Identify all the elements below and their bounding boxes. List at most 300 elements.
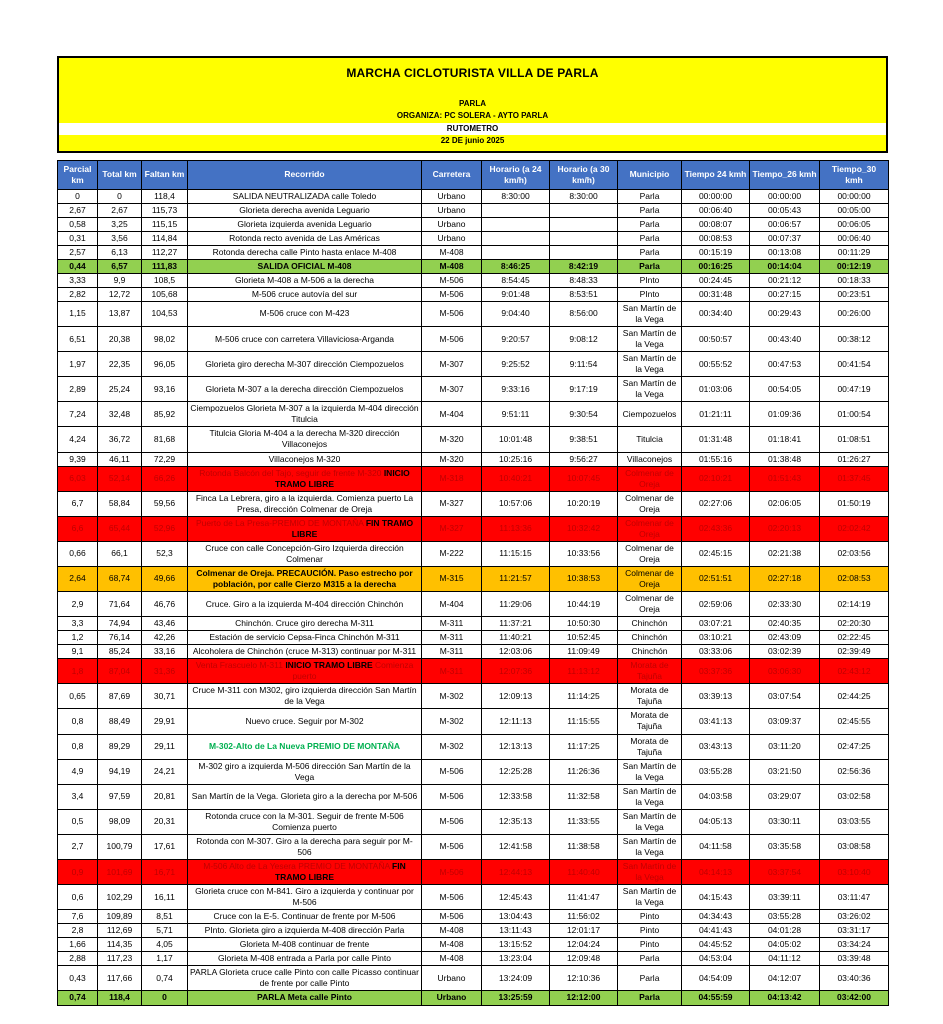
cell-tiempo_26: 00:21:12 [750,273,820,287]
cell-carretera: M-311 [422,645,482,659]
table-row [58,566,889,591]
cell-tiempo_26: 00:00:00 [750,189,820,203]
cell-carretera: M-302 [422,709,482,734]
cell-horario_24: 12:41:58 [482,834,550,859]
cell-tiempo_26: 02:43:09 [750,631,820,645]
cell-horario_30: 11:33:55 [550,809,618,834]
cell-tiempo_26: 03:06:30 [750,659,820,684]
cell-parcial_km: 2,82 [58,287,98,301]
cell-tiempo_26: 02:06:05 [750,491,820,516]
cell-recorrido: Rotonda cruce con la M-301. Seguir de frente M-506 Comienza puerto [188,809,422,834]
cell-recorrido: Chinchón. Cruce giro derecha M-311 [188,617,422,631]
cell-total_km: 97,59 [98,784,142,809]
cell-tiempo_30: 00:23:51 [820,287,889,301]
cell-faltan_km: 0,74 [142,966,188,991]
cell-horario_24: 13:15:52 [482,938,550,952]
cell-tiempo_26: 03:29:07 [750,784,820,809]
cell-carretera: M-408 [422,259,482,273]
table-row [58,352,889,377]
table-row [58,327,889,352]
table-row [58,991,889,1005]
cell-recorrido: SALIDA NEUTRALIZADA calle Toledo [188,189,422,203]
cell-carretera: M-506 [422,784,482,809]
cell-parcial_km: 9,1 [58,645,98,659]
cell-tiempo_26: 00:27:15 [750,287,820,301]
cell-tiempo_24: 04:53:04 [682,952,750,966]
cell-horario_30: 8:30:00 [550,189,618,203]
cell-horario_30: 12:10:36 [550,966,618,991]
cell-horario_24: 11:13:36 [482,516,550,541]
cell-faltan_km: 104,53 [142,301,188,326]
table-header-row [58,160,889,189]
cell-tiempo_24: 02:43:36 [682,516,750,541]
cell-carretera: M-506 [422,885,482,910]
table-row [58,592,889,617]
cell-carretera: M-307 [422,352,482,377]
cell-faltan_km: 8,51 [142,910,188,924]
cell-faltan_km: 118,4 [142,189,188,203]
cell-carretera: M-506 [422,327,482,352]
cell-municipio: Colmenar de Oreja [618,516,682,541]
cell-carretera: M-506 [422,809,482,834]
cell-horario_30: 9:11:54 [550,352,618,377]
cell-municipio: Villaconejos [618,452,682,466]
cell-municipio: Pinto [618,910,682,924]
cell-recorrido: Nuevo cruce. Seguir por M-302 [188,709,422,734]
cell-recorrido: Rotonda con M-307. Giro a la derecha para seguir por M-506 [188,834,422,859]
cell-recorrido [188,659,422,684]
table-row [58,924,889,938]
cell-tiempo_24: 00:08:07 [682,217,750,231]
cell-carretera: M-302 [422,734,482,759]
cell-total_km: 74,94 [98,617,142,631]
cell-municipio: San Martín de la Vega [618,860,682,885]
cell-municipio: San Martín de la Vega [618,885,682,910]
cell-tiempo_26: 02:27:18 [750,566,820,591]
cell-horario_24: 12:44:13 [482,860,550,885]
cell-faltan_km: 85,92 [142,402,188,427]
cell-tiempo_30: 03:40:36 [820,966,889,991]
recorrido-segment: M-302-Alto de La Nueva PREMIO DE MONTAÑA [208,741,401,752]
cell-horario_30: 11:40:40 [550,860,618,885]
event-title: MARCHA CICLOTURISTA VILLA DE PARLA [346,66,599,80]
cell-carretera: Urbano [422,189,482,203]
cell-tiempo_30: 00:47:19 [820,377,889,402]
cell-recorrido: Glorieta izquierda avenida Leguario [188,217,422,231]
cell-total_km: 85,24 [98,645,142,659]
cell-parcial_km: 0,66 [58,541,98,566]
cell-carretera: Urbano [422,966,482,991]
cell-municipio: Parla [618,966,682,991]
table-row [58,834,889,859]
cell-parcial_km: 0,43 [58,966,98,991]
event-location: PARLA [459,99,486,108]
cell-total_km: 46,11 [98,452,142,466]
cell-faltan_km: 112,27 [142,245,188,259]
cell-carretera: M-327 [422,516,482,541]
cell-tiempo_30: 00:38:12 [820,327,889,352]
recorrido-segment: INICIO TRAMO LIBRE [285,660,373,671]
cell-tiempo_24: 04:15:43 [682,885,750,910]
table-row [58,885,889,910]
cell-municipio: San Martín de la Vega [618,809,682,834]
cell-parcial_km: 0,6 [58,885,98,910]
cell-parcial_km: 0 [58,189,98,203]
cell-tiempo_26: 03:35:58 [750,834,820,859]
cell-tiempo_24: 04:11:58 [682,834,750,859]
cell-tiempo_24: 01:03:06 [682,377,750,402]
cell-horario_24: 9:01:48 [482,287,550,301]
cell-total_km: 101,69 [98,860,142,885]
cell-carretera: M-318 [422,466,482,491]
cell-faltan_km: 59,56 [142,491,188,516]
cell-recorrido: Glorieta M-408 entrada a Parla por calle Pinto [188,952,422,966]
cell-parcial_km: 1,2 [58,631,98,645]
cell-recorrido [188,466,422,491]
cell-tiempo_26: 00:05:43 [750,203,820,217]
cell-horario_30: 9:38:51 [550,427,618,452]
cell-total_km: 109,89 [98,910,142,924]
cell-municipio: San Martín de la Vega [618,784,682,809]
cell-recorrido: Cruce M-311 con M302, giro izquierda dirección San Martín de la Vega [188,684,422,709]
cell-tiempo_26: 01:09:36 [750,402,820,427]
cell-total_km: 52,14 [98,466,142,491]
cell-faltan_km: 42,26 [142,631,188,645]
cell-recorrido: M-506 cruce con carretera Villaviciosa-Arganda [188,327,422,352]
cell-parcial_km: 0,8 [58,709,98,734]
cell-municipio: PInto [618,273,682,287]
cell-total_km: 89,29 [98,734,142,759]
cell-horario_24 [482,245,550,259]
cell-recorrido: Estación de servicio Cepsa-Finca Chinchón M-311 [188,631,422,645]
table-row [58,217,889,231]
cell-parcial_km: 2,8 [58,924,98,938]
cell-total_km: 102,29 [98,885,142,910]
cell-faltan_km: 20,31 [142,809,188,834]
table-row [58,734,889,759]
col-header-recorrido: Recorrido [188,160,422,189]
table-body [58,189,889,1005]
cell-carretera: M-506 [422,301,482,326]
cell-horario_30 [550,203,618,217]
cell-horario_24: 12:35:13 [482,809,550,834]
cell-total_km: 6,13 [98,245,142,259]
cell-carretera: M-327 [422,491,482,516]
cell-faltan_km: 43,46 [142,617,188,631]
table-row [58,910,889,924]
table-row [58,245,889,259]
cell-horario_24: 12:09:13 [482,684,550,709]
cell-recorrido [188,860,422,885]
cell-horario_30 [550,217,618,231]
table-row [58,427,889,452]
cell-total_km: 6,57 [98,259,142,273]
cell-tiempo_26: 00:43:40 [750,327,820,352]
cell-parcial_km: 1,97 [58,352,98,377]
cell-tiempo_24: 04:54:09 [682,966,750,991]
table-row [58,203,889,217]
cell-parcial_km: 3,4 [58,784,98,809]
cell-total_km: 87,04 [98,659,142,684]
cell-carretera: Urbano [422,217,482,231]
cell-horario_24: 13:25:59 [482,991,550,1005]
cell-tiempo_30: 03:03:55 [820,809,889,834]
cell-parcial_km: 0,74 [58,991,98,1005]
cell-tiempo_24: 04:03:58 [682,784,750,809]
cell-tiempo_26: 03:11:20 [750,734,820,759]
cell-municipio: Morata de Tajuña [618,684,682,709]
cell-tiempo_26: 04:01:28 [750,924,820,938]
cell-parcial_km: 2,67 [58,203,98,217]
cell-tiempo_26: 04:05:02 [750,938,820,952]
cell-tiempo_26: 03:39:11 [750,885,820,910]
cell-municipio: Parla [618,231,682,245]
cell-municipio: Colmenar de Oreja [618,566,682,591]
cell-parcial_km: 1,8 [58,659,98,684]
cell-tiempo_26: 02:40:35 [750,617,820,631]
cell-tiempo_26: 04:11:12 [750,952,820,966]
cell-horario_24: 11:15:15 [482,541,550,566]
cell-municipio: Parla [618,203,682,217]
cell-tiempo_24: 03:55:28 [682,759,750,784]
cell-total_km: 76,14 [98,631,142,645]
cell-recorrido: M-302 giro a izquierda M-506 dirección San Martín de la Vega [188,759,422,784]
cell-faltan_km: 96,05 [142,352,188,377]
cell-tiempo_24: 04:05:13 [682,809,750,834]
cell-horario_24: 11:29:06 [482,592,550,617]
cell-horario_30: 12:01:17 [550,924,618,938]
cell-carretera: M-311 [422,659,482,684]
cell-total_km: 94,19 [98,759,142,784]
cell-recorrido [188,734,422,759]
cell-tiempo_24: 00:06:40 [682,203,750,217]
cell-horario_24 [482,203,550,217]
cell-recorrido: SALIDA OFICIAL M-408 [188,259,422,273]
table-row [58,516,889,541]
cell-faltan_km: 0 [142,991,188,1005]
cell-horario_30: 11:41:47 [550,885,618,910]
cell-parcial_km: 6,03 [58,466,98,491]
cell-recorrido: Cruce. Giro a la izquierda M-404 dirección Chinchón [188,592,422,617]
cell-horario_30: 10:44:19 [550,592,618,617]
cell-recorrido: Alcoholera de Chinchón (cruce M-313) continuar por M-311 [188,645,422,659]
cell-horario_30: 10:52:45 [550,631,618,645]
cell-faltan_km: 29,11 [142,734,188,759]
cell-carretera: M-302 [422,684,482,709]
cell-parcial_km: 4,9 [58,759,98,784]
cell-parcial_km: 0,9 [58,860,98,885]
cell-horario_30: 11:17:25 [550,734,618,759]
cell-parcial_km: 0,58 [58,217,98,231]
cell-municipio: San Martín de la Vega [618,301,682,326]
cell-municipio: Parla [618,991,682,1005]
cell-tiempo_26: 00:14:04 [750,259,820,273]
table-row [58,966,889,991]
cell-parcial_km: 4,24 [58,427,98,452]
cell-faltan_km: 49,66 [142,566,188,591]
cell-tiempo_30: 02:14:19 [820,592,889,617]
cell-parcial_km: 3,33 [58,273,98,287]
cell-tiempo_30: 02:47:25 [820,734,889,759]
cell-faltan_km: 29,91 [142,709,188,734]
cell-recorrido: San Martín de la Vega. Glorieta giro a la derecha por M-506 [188,784,422,809]
cell-horario_30: 10:07:45 [550,466,618,491]
cell-tiempo_30: 03:11:47 [820,885,889,910]
cell-recorrido [188,516,422,541]
cell-horario_30: 12:09:48 [550,952,618,966]
cell-municipio: Parla [618,245,682,259]
cell-tiempo_26: 01:51:43 [750,466,820,491]
route-table [57,160,889,1006]
cell-recorrido: PInto. Glorieta giro a izquierda M-408 dirección Parla [188,924,422,938]
cell-horario_30 [550,231,618,245]
cell-total_km: 9,9 [98,273,142,287]
cell-municipio: Chinchón [618,617,682,631]
cell-tiempo_24: 03:07:21 [682,617,750,631]
cell-municipio: Morata de Tajuña [618,709,682,734]
cell-faltan_km: 108,5 [142,273,188,287]
cell-parcial_km: 6,51 [58,327,98,352]
cell-horario_24: 12:45:43 [482,885,550,910]
cell-faltan_km: 81,68 [142,427,188,452]
cell-carretera: M-506 [422,910,482,924]
cell-tiempo_30: 00:06:05 [820,217,889,231]
cell-recorrido: Glorieta cruce con M-841. Giro a izquierda y continuar por M-506 [188,885,422,910]
cell-total_km: 88,49 [98,709,142,734]
cell-faltan_km: 24,21 [142,759,188,784]
cell-municipio: San Martín de la Vega [618,327,682,352]
cell-horario_30: 10:33:56 [550,541,618,566]
cell-horario_30: 8:48:33 [550,273,618,287]
cell-tiempo_24: 00:50:57 [682,327,750,352]
cell-tiempo_26: 00:47:53 [750,352,820,377]
cell-horario_30: 10:50:30 [550,617,618,631]
event-header [57,56,888,153]
table-row [58,231,889,245]
table-row [58,759,889,784]
cell-horario_24: 13:23:04 [482,952,550,966]
cell-carretera: M-408 [422,245,482,259]
cell-total_km: 117,66 [98,966,142,991]
cell-municipio: San Martín de la Vega [618,834,682,859]
cell-carretera: M-315 [422,566,482,591]
table-row [58,466,889,491]
cell-faltan_km: 93,16 [142,377,188,402]
cell-tiempo_30: 02:20:30 [820,617,889,631]
doc-type-label: RUTOMETRO [59,123,886,135]
recorrido-segment: FIN TRAMO LIBRE [291,517,414,539]
cell-horario_30: 10:38:53 [550,566,618,591]
cell-carretera: M-311 [422,617,482,631]
table-row [58,259,889,273]
cell-parcial_km: 0,65 [58,684,98,709]
cell-total_km: 3,56 [98,231,142,245]
cell-carretera: M-404 [422,402,482,427]
recorrido-segment: INICIO TRAMO LIBRE [274,467,410,489]
table-row [58,709,889,734]
cell-parcial_km: 2,89 [58,377,98,402]
cell-tiempo_24: 03:43:13 [682,734,750,759]
cell-total_km: 25,24 [98,377,142,402]
cell-total_km: 3,25 [98,217,142,231]
cell-horario_30: 11:09:49 [550,645,618,659]
cell-carretera: M-311 [422,631,482,645]
cell-total_km: 118,4 [98,991,142,1005]
cell-parcial_km: 2,88 [58,952,98,966]
cell-tiempo_26: 03:07:54 [750,684,820,709]
cell-tiempo_24: 00:16:25 [682,259,750,273]
cell-horario_24: 8:54:45 [482,273,550,287]
cell-carretera: M-408 [422,952,482,966]
cell-carretera: M-307 [422,377,482,402]
cell-tiempo_30: 01:37:45 [820,466,889,491]
cell-faltan_km: 4,05 [142,938,188,952]
cell-horario_30: 10:32:42 [550,516,618,541]
cell-tiempo_24: 03:37:36 [682,659,750,684]
event-date: 22 DE junio 2025 [440,136,505,146]
cell-tiempo_26: 01:18:41 [750,427,820,452]
cell-faltan_km: 111,83 [142,259,188,273]
cell-horario_24: 12:11:13 [482,709,550,734]
table-row [58,377,889,402]
cell-municipio: Parla [618,259,682,273]
cell-horario_24: 12:33:58 [482,784,550,809]
cell-recorrido: Cruce con la E-5. Continuar de frente por M-506 [188,910,422,924]
cell-faltan_km: 20,81 [142,784,188,809]
cell-tiempo_24: 00:55:52 [682,352,750,377]
cell-horario_24: 10:25:16 [482,452,550,466]
cell-recorrido: M-506 cruce autovía del sur [188,287,422,301]
table-row [58,659,889,684]
table-row [58,402,889,427]
cell-tiempo_24: 00:15:19 [682,245,750,259]
table-row [58,938,889,952]
cell-tiempo_30: 02:43:12 [820,659,889,684]
cell-tiempo_26: 02:33:30 [750,592,820,617]
cell-horario_24: 9:25:52 [482,352,550,377]
cell-municipio: San Martín de la Vega [618,377,682,402]
cell-horario_30: 12:04:24 [550,938,618,952]
table-row [58,684,889,709]
cell-recorrido: Glorieta giro derecha M-307 dirección Ciempozuelos [188,352,422,377]
cell-carretera: Urbano [422,231,482,245]
cell-tiempo_24: 04:41:43 [682,924,750,938]
cell-tiempo_30: 00:12:19 [820,259,889,273]
cell-total_km: 22,35 [98,352,142,377]
cell-recorrido: Glorieta M-307 a la derecha dirección Ciempozuelos [188,377,422,402]
cell-horario_24: 9:04:40 [482,301,550,326]
cell-tiempo_30: 03:26:02 [820,910,889,924]
cell-tiempo_30: 03:31:17 [820,924,889,938]
cell-municipio: Colmenar de Oreja [618,592,682,617]
cell-carretera: Urbano [422,991,482,1005]
cell-total_km: 20,38 [98,327,142,352]
cell-recorrido: Colmenar de Oreja. PRECAUCIÓN. Paso estrecho por población, por calle Cierzo M315 a la derecha [188,566,422,591]
cell-parcial_km: 0,8 [58,734,98,759]
cell-carretera: M-506 [422,834,482,859]
cell-parcial_km: 9,39 [58,452,98,466]
cell-faltan_km: 33,16 [142,645,188,659]
cell-faltan_km: 105,68 [142,287,188,301]
cell-horario_30 [550,245,618,259]
cell-total_km: 58,84 [98,491,142,516]
cell-horario_30: 11:56:02 [550,910,618,924]
cell-horario_24 [482,217,550,231]
cell-parcial_km: 6,6 [58,516,98,541]
cell-horario_24: 11:37:21 [482,617,550,631]
cell-horario_24: 8:46:25 [482,259,550,273]
cell-total_km: 71,64 [98,592,142,617]
